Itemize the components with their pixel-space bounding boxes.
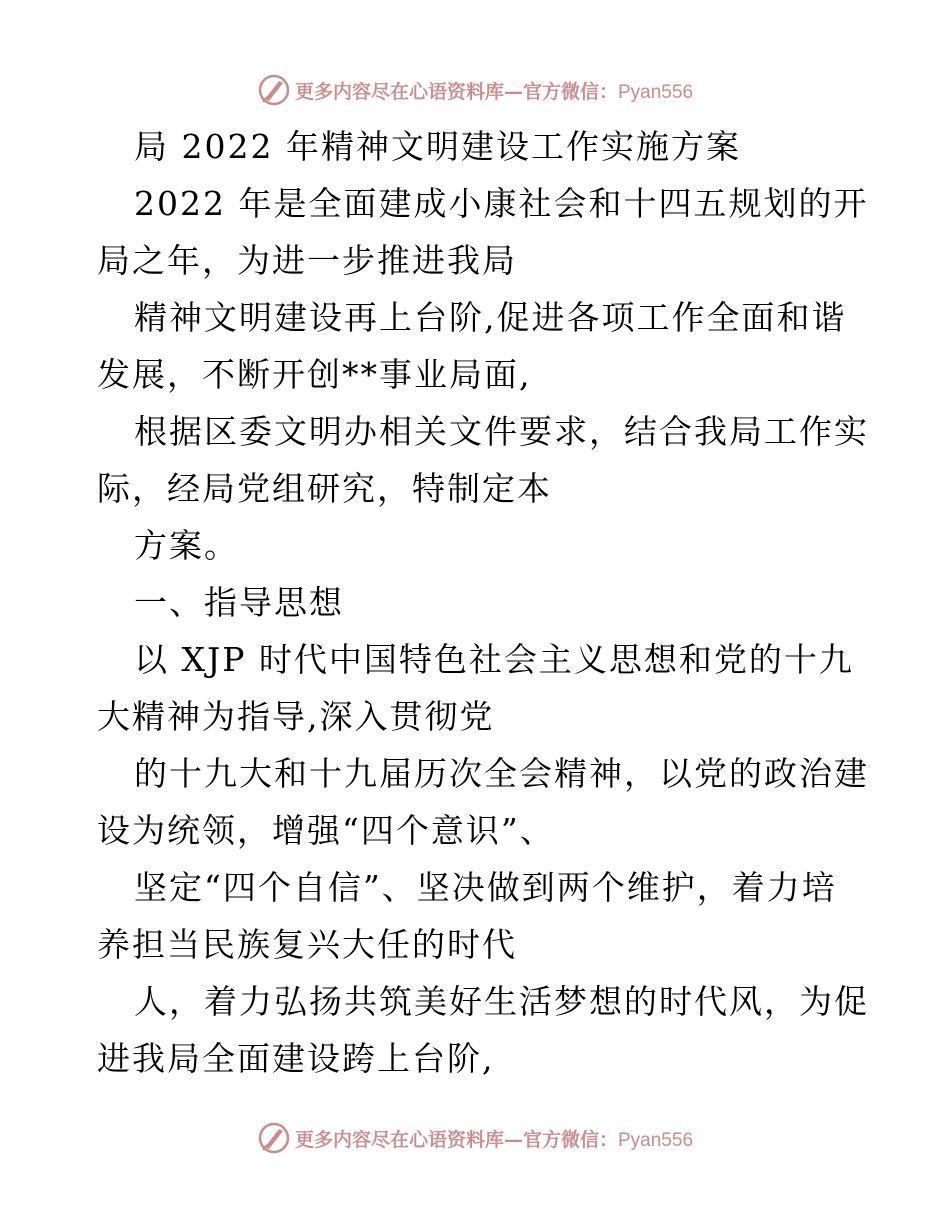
document-line: 方案。: [134, 526, 239, 565]
document-line: 一、指导思想: [134, 583, 344, 622]
document-line: 养担当民族复兴大任的时代: [97, 925, 517, 964]
document-line: 根据区委文明办相关文件要求，结合我局工作实: [134, 412, 869, 451]
document-line: 的十九大和十九届历次全会精神，以党的政治建: [134, 754, 869, 793]
document-line: 设为统领，增强“四个意识”、: [97, 811, 555, 850]
footer-watermark-cn: 更多内容尽在心语资料库—官方微信：: [294, 1128, 618, 1151]
document-line: 坚定“四个自信”、坚决做到两个维护，着力培: [134, 868, 837, 907]
document-line: 2022 年是全面建成小康社会和十四五规划的开: [134, 184, 869, 223]
quill-pen-logo-icon: [257, 73, 291, 107]
document-line: 以 XJP 时代中国特色社会主义思想和党的十九: [134, 640, 854, 679]
header-watermark-wechat-id: Pyan556: [618, 81, 694, 103]
footer-watermark-banner: [0, 1118, 950, 1158]
document-line: 局之年，为进一步推进我局: [97, 241, 517, 280]
document-body: [97, 118, 869, 1087]
document-line: 大精神为指导,深入贯彻党: [97, 697, 495, 736]
header-watermark-banner: [0, 70, 950, 110]
document-line: 局 2022 年精神文明建设工作实施方案: [134, 127, 741, 166]
document-line: 进我局全面建设跨上台阶,: [97, 1039, 495, 1078]
header-watermark-text: [295, 77, 693, 104]
document-line: 人，着力弘扬共筑美好生活梦想的时代风，为促: [134, 982, 869, 1021]
quill-pen-logo-icon: [257, 1121, 291, 1155]
footer-watermark-text: [295, 1125, 693, 1152]
document-line: 发展，不断开创**事业局面,: [97, 355, 532, 394]
document-line: 精神文明建设再上台阶,促进各项工作全面和谐: [134, 298, 847, 337]
document-line: 际，经局党组研究，特制定本: [97, 469, 552, 508]
footer-watermark-wechat-id: Pyan556: [618, 1129, 694, 1151]
header-watermark-cn: 更多内容尽在心语资料库—官方微信：: [294, 80, 618, 103]
